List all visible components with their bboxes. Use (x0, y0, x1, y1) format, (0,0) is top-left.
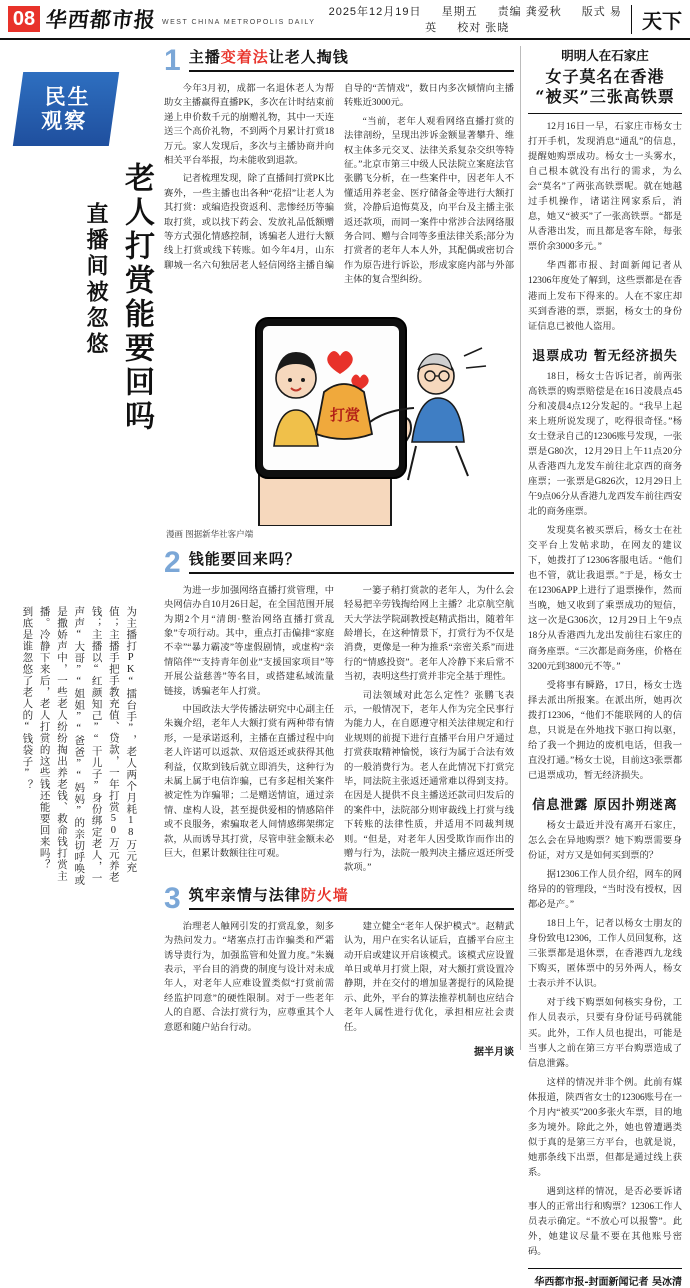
gift-label: 打赏 (329, 405, 361, 424)
paragraph: “当前，老年人观看网络直播打赏的法律剖纷，呈现出涉诉金额显著攀升、维权主体多元交叉、法律关系复杂交织等特征。”北京市第三中级人民法院立案庭法官张鹏飞分析，在一些案件中，因老年人不懂适用养老金、医疗储备金等进行大额打赏，冷静后追悔莫及，向平台及主播主张返还款项，而同一案件中常涉合法网络服务合同、赠与合同等多重法律关系;部分为打赏者的老年人本人外，其配偶或密切合作为原告进行诉讼，形成家庭内部与外部主体的复合型纠纷。 (344, 116, 514, 286)
paragraph: 18日上午，记者以杨女士朋友的身份致电12306，工作人员回复称，这三张票都是退休票，在香港西九龙线下购买，匿体票中的另外两人，杨女士表示并不认识。 (528, 919, 682, 990)
paragraph: 这样的情况并非个例。此前有媒体报道，陕西省女士的12306账号在一个月内“被买”200多张火车票，目的地多为境外。除此之外，她也曾遭遇类似于真的是第三方平台，也就是说，她那条线下出票，但都是通过线上获系。 (528, 1077, 682, 1178)
section-2-title: 钱能要回来吗？ (189, 548, 514, 574)
section-2-body (164, 584, 514, 876)
illustration (164, 296, 514, 526)
paragraph: 12月16日一早，石家庄市杨女士打开手机，发现消息“通乱”的信息，提醒她购票成功。杨女士一头雾水，自己根本就没有出行的需求，为么会“莫名”了两张高铁票呢。就在她越过手机操作，诸诺注网家系后，消息，她又“被买”了一张高铁票。“都是从香港出发，而且都是客车除，每张票价余3000多元。” (528, 122, 682, 253)
editor-credit: 责编 龚爱秋 (497, 6, 562, 18)
section-3-title (189, 884, 514, 910)
section-1-number: 1 (164, 44, 181, 77)
section-2 (164, 545, 514, 876)
section-1-title-part1: 主播 (188, 48, 221, 66)
section-1-body (164, 82, 514, 288)
section-1-title-part3: 让老人掏钱 (268, 48, 349, 66)
masthead-meta (315, 3, 627, 35)
feature-headline (8, 162, 158, 592)
side-article-title-line2: “被买”三张高铁票 (535, 87, 675, 106)
side-subhead-2: 信息泄露 原因扑朔迷离 (532, 797, 678, 813)
newspaper-logo-cn: 华西都市报 (44, 7, 158, 32)
paragraph: 对于线下购票如何核实身份，工作人员表示，只要有身份证号码就能买。此外，工作人员也提出，可能是当事人之前在第三方平台购票造成了信息泄露。 (528, 998, 682, 1069)
feature-headline-sub: 直播间被忽悠 (83, 202, 109, 358)
section-1-title-highlight: 变着法 (220, 48, 269, 66)
feature-lead: 为主播打PK“擂台手”，老人两个月耗18万元充值；主播手把手教充值、贷款，一年打赏50万元养老钱；主播以“红颜知己”“干儿子”身份绑定老人，一声声“大哥”“姐姐”“爸爸”“妈妈”的亲切呼唤或是撒娇声中，一些老人纷纷掏出养老钱、救命钱打赏主播。冷静下来后，老人打赏的这些钱还能要回来吗？ 到底是谁忽悠了老人的“钱袋子”？ (21, 606, 137, 886)
feature-headline-main: 老人打赏能要回吗 (119, 162, 154, 434)
paragraph: 杨女士最近并没有离开石家庄，怎么会在异地购票？她下购票需要身份证，对方又是如何买到票的？ (528, 820, 682, 862)
paragraph: 今年3月初，成都一名退休老人为帮助女主播赢得直播PK，多次在计时结束前递上申价数千元的崩赠礼物，其中一天连送三个高价礼物，不到两个月累计打赏18万元。家人发现后，多次与主播协商并向相关平台举报，均未能收到退款。 (164, 84, 334, 167)
page-body (0, 40, 690, 1288)
section-2-number: 2 (164, 545, 181, 579)
paragraph: 据12306工作人员介绍，网车的网络异的的管理段，“当时没有授权，因都必是产。” (528, 870, 682, 911)
section-1-title (189, 46, 514, 72)
main-article-column (158, 44, 520, 1059)
section-2-head (164, 545, 514, 579)
illustration-caption: 漫画 图据新华社客户端 (166, 528, 254, 539)
side-article-body-1 (528, 370, 682, 784)
section-3-title-highlight: 防火墙 (300, 885, 349, 904)
paragraph: 司法领域对此怎么定性？张鹏飞表示，一般情况下，老年人作为完全民事行为能力人，在自愿遵守相关法律规定和行业规则的前提下进行直播平台用户牙通过打赏获取精神愉悦，该行为属于合法有效的一般消费行为。老人在此情况下打赏完毕，同法院主张返还通常难以得到支持。在因是人提供不良主播送还款司归发后的的案件中，法院部分则审裁线上打赏与线下转账的法律性质，并适用不同裁判规则。“但是，对老年人因受欺诈而作出的赠与行为，法院一般判决主播应返还所受款项。” (344, 690, 514, 874)
paragraph: 一篓子稍打赏款的老年人，为什么会轻易把辛劳钱掏给网上主播？北京航空航天大学法学院副教授赵精武指出，随着年龄增长，在这种情景下，打赏行为不仅是消费，更像是一种为推系“亲密关系”而进行的“情感投资”。老年人冷静下来后常不当初，表明这些打赏并非完全基于理性。 (344, 585, 514, 683)
proof-credit: 校对 张晓 (457, 22, 510, 34)
issue-weekday: 星期五 (441, 6, 478, 18)
newspaper-logo-en: WEST CHINA METROPOLIS DAILY (162, 18, 316, 26)
paragraph: 记者梳理发现，除了直播间打赏PK比赛外，一些主播也出各种“花招”让老人为其打赏：或编造投资返利、悲惨经历等骗取打赏，或以找下药会、发放礼品低额赠等方式强化情感控制，诱骗老人进行大额线上打赏或线下转账。如今年4月，山东聊城一名六旬独居老人轻信网络主播自编自导的“苦情戏”，数日内多次倾情向主播转账近3000元。 (164, 84, 514, 271)
feature-column (8, 46, 158, 1050)
mid-article-credit: 据半月谈 (474, 1047, 514, 1059)
side-article-kicker: 明明人在石家庄 (561, 48, 649, 63)
section-3 (164, 881, 514, 1059)
paragraph: 18日，杨女士告诉记者，前两张高铁票的购票赔偿是在16日凌晨点45分和凌晨4点12分发起的。“我早上起来上班所说发现了，吃得很奇怪。”杨女士登录自己的12306账号发现，一张票是G80次，12月29日上午11点20分从香港西九龙发车前往北京西的商务座票；一张票是G826次，12月29日上午9点06分从香港九龙西发车前往西安北的商务座票。 (528, 371, 682, 518)
issue-date: 2025年12月19日 (328, 6, 422, 18)
section-title: 天下 (631, 5, 682, 34)
paragraph: 建立健全“老年人保护模式”。赵精武认为，用户在实名认证后，直播平台应主动开启或建议开启该模式。该模式应设置单日或单月打赏上限，对大额打赏设置冷静期，并在交付的增加显著提行的风险提示、此外，平台的算法推荐机制也应结合老年人属性进行优化，承担相应社会责任。 (344, 921, 514, 1033)
section-3-head (164, 881, 514, 915)
feature-badge-line1: 民生 (44, 83, 91, 109)
side-article-body-2 (528, 819, 682, 1260)
section-3-number: 3 (164, 881, 181, 915)
page-number: 08 (8, 6, 40, 32)
paragraph: 发现莫名被买票后，杨女士在社交平台上发帖求助，在网友的建议下，她拨打了12306客服电话。“他们也不管，就让我退票。”于是，杨女士在12306APP上进行了退票操作，然而当晚，她又收到了乘票成功的短信，这一次是G306次，12月29日上午9点18分从香港西九龙出发前往石家庄的商务座票。“三次都是商务座，价格在3200元到3800元不等。” (528, 526, 682, 672)
side-article-column (520, 46, 682, 1288)
paragraph: 中国政法大学传播法研究中心副主任朱巍介绍，老年人大额打赏有两种带有情形，一是承诺返利，主播在直播过程中向老人许诺可以返款、双倍返还或获得其他利益，仅欺到钱后就立即消失，这种行为未属上属于电信诈骗，已有多起相关案件被定性为诈骗罪；二是赠送情谊，通过亲情、虚构人设，甚至提供爱相的情感陪伴或不良服务，索骗取老人间情感绑架绑定款，从而诱导其打赏，尽管申驻金额未必巨大，但累计数额往往可观。 (164, 704, 334, 859)
paragraph: 为进一步加强网络直播打赏管理，中央网信办自10月26日起，在全国范围开展为期2个月“清朗·整治网络直播打赏乱象”专项行动。其中，重点打击偏排“家庭不幸”“暴力霸凌”等虚假剧情，或虚构“亲情陪伴”“支持青年创业”支援国家项目”等开展公益慈善”等名目，或搭建私域流量链接，诱骗老年人打赏。 (164, 585, 334, 697)
paragraph: 受将事有瞬路，17日，杨女士选择去派出所报案。在派出所，她再次拨打12306，“他们不能联网的人的信息，只说是在外地找下驱口拘以驱，给了我一个拥边的废机电话，但我一直没打通。”杨女士说，目前这3张票都已退票成功，暂无经济损失。 (528, 680, 682, 781)
section-1-head (164, 46, 514, 76)
section-3-body (164, 920, 514, 1039)
layout-credit: 版式 易英 (425, 6, 622, 34)
section-1 (164, 46, 514, 288)
side-article-byline: 华西都市报-封面新闻记者 吴冰清 (528, 1268, 682, 1288)
paragraph: 治理老人触网引发的打赏乱象，刻多为热问发力。“堵塞点打击诈骗类和严霜诱导责行为，加强监管和处置力度。”朱巍表示，平台目的消费的制度与设计对未成年人，对老年人应难设置类似“打赏前需经监护同意”的硬性限制。对于一些老年人的自愿、合法打赏行为，应尊重其个人意愿和随户站台行动。 (164, 921, 334, 1033)
side-article-title-line1: 女子莫名在香港 (545, 67, 665, 86)
paragraph: 华西都市报、封面新闻记者从12306年度处了解到，这些票都是在香港而上发布下得来的。人在不家庄却买到香港的票，票据，杨女士的身份证信息已被他人盗用。 (528, 261, 682, 332)
feature-badge (13, 72, 119, 146)
side-subhead-1: 退票成功 暂无经济损失 (532, 348, 678, 364)
side-article-headline (528, 46, 682, 107)
side-article-lead (528, 120, 682, 335)
divider (528, 113, 682, 114)
feature-badge-line2: 观察 (41, 108, 88, 133)
cartoon-illustration-svg (164, 296, 494, 526)
paragraph: 遇到这样的情况，是否必要诉诸事人的正常出行和购票？12306工作人员表示确定。“不放心可以报警”。此外，她建议尽量不要在其他账号密码。 (528, 1187, 682, 1258)
masthead (0, 0, 690, 40)
section-3-title-part1: 筑牢亲情与法律 (188, 885, 301, 904)
